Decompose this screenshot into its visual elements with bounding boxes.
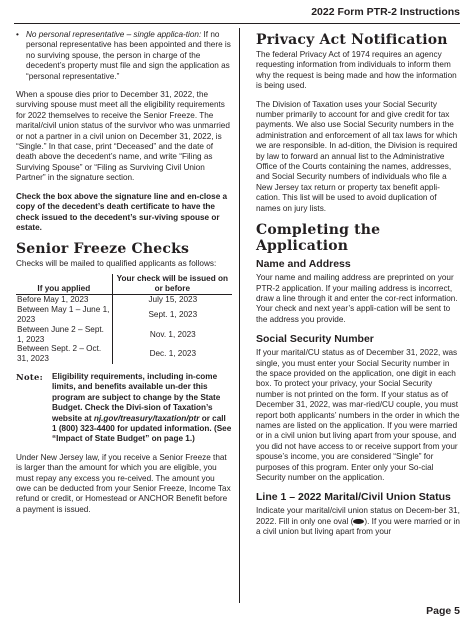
ssn-heading: Social Security Number <box>256 333 374 346</box>
completing-application-heading: Completing the Application <box>256 222 381 255</box>
privacy-paragraph-2: The Division of Taxation uses your Social Security number primarily to account for and give credit for tax payments. We also use Social Security numbers in the administration and enforcement of all tax laws for which we are responsible. In ad-dition, the Division is required by law to forward an annual list to the Administrative Office of the Courts containing the names, addresses, and Social Security numbers of individuals who file a New Jersey tax return or property tax benefit appli-cation. This list will be used to avoid duplication of names on jury lists. <box>256 99 458 213</box>
applied-cell: Between Sept. 2 – Oct. 31, 2023 <box>17 344 102 364</box>
line1-text-b: ). If you were married or in a civil union but living apart from your <box>256 516 460 537</box>
issued-cell: July 15, 2023 <box>112 295 232 305</box>
bullet-body: If no personal representative has been appointed and there is no surviving spouse, the person in charge of the decedent’s property must file and sign the application as “personal representative.” <box>26 30 231 81</box>
table-row <box>16 325 232 345</box>
applied-cell: Between June 2 – Sept. 1, 2023 <box>17 324 104 344</box>
table-row <box>16 305 232 325</box>
applied-cell: Between May 1 – June 1, 2023 <box>17 305 110 324</box>
issued-cell: Dec. 1, 2023 <box>112 344 232 364</box>
header-rule <box>14 23 460 24</box>
note-text <box>52 372 232 445</box>
header-title: 2022 Form PTR-2 Instructions <box>311 6 460 18</box>
bullet-lead: No personal representative – single applica-tion: <box>26 30 202 39</box>
page-number: Page 5 <box>426 605 460 617</box>
issued-cell: Nov. 1, 2023 <box>112 325 232 345</box>
bullet-text <box>26 30 232 82</box>
senior-freeze-checks-heading: Senior Freeze Checks <box>16 241 190 258</box>
line1-text <box>256 506 462 537</box>
privacy-act-heading: Privacy Act Notification <box>256 32 448 48</box>
applied-cell: Before May 1, 2023 <box>17 295 89 305</box>
bullet-item <box>16 30 232 82</box>
check-schedule-table <box>16 274 232 364</box>
death-certificate-paragraph: Check the box above the signature line and en-close a copy of the decedent’s death certificate to have the check issued to the decedent’s sur-viving spouse or estate. <box>16 191 228 232</box>
issued-cell: Sept. 1, 2023 <box>112 305 232 325</box>
privacy-paragraph-1: The federal Privacy Act of 1974 requires an agency requesting information from individuals to inform them why the request is being made and how the information is being used. <box>256 50 457 91</box>
note-block <box>16 372 232 445</box>
filled-oval-icon <box>353 519 364 524</box>
name-address-text: Your name and mailing address are preprinted on your PTR-2 application. If your mailing address is incorrect, draw a line through it and enter the cor-rect information. Your check and next year’s appli-cation will be sent to the address you provide. <box>256 273 458 324</box>
line1-heading: Line 1 – 2022 Marital/Civil Union Status <box>256 491 451 504</box>
applied-column-header: If you applied <box>16 274 112 295</box>
bullet-icon: • <box>16 30 19 39</box>
right-column <box>256 30 462 546</box>
repayment-paragraph: Under New Jersey law, if you receive a Senior Freeze that is larger than the amount for which you are eligible, you must repay any excess you re-ceived. The amount you owe can be deducted from your Senior Freeze, Income Tax refund or credit, or Homestead or ANCHOR Benefit before a payment is issued. <box>16 452 231 514</box>
issued-column-header: Your check will be issued on or before <box>112 274 232 295</box>
ssn-text: If your marital/CU status as of December 31, 2022, was single, you must enter your Social Security number in the space provided on the application, one digit in each box. To protect your privacy, your Social Security number is not printed on the form. If your status as of December 31, 2022, was mar-ried/CU couple, you must report both applicants’ numbers in the order in which the names are listed on the application. If you were married or in a civil union but living apart from your spouse, and you did not have access to or receive support from your spouse’s income, you are considered “Single” for purposes of this program. Enter only your So-cial Security number on the application. <box>256 348 460 482</box>
note-label: Note: <box>16 371 44 382</box>
name-address-heading: Name and Address <box>256 258 351 271</box>
surviving-spouse-paragraph: When a spouse dies prior to December 31, 2022, the surviving spouse must meet all the eligibility requirements for 2022 themselves to receive the Senior Freeze. The marital/civil union status of the survivor who was unmarried or not a partner in a civil union on December 31, 2022, is “Single.” In that case, print “Deceased” and the date of death above the decedent’s name, and write “Filing as Surviving Spouse” or “Filing as Surviving Civil Union Partner” in the signature section. <box>16 90 230 183</box>
checks-intro: Checks will be mailed to qualified applicants as follows: <box>16 259 217 269</box>
left-column <box>16 30 232 523</box>
note-text-b: or call 1 (800) 323-4400 for updated information. (See “Impact of State Budget” on page 1.) <box>52 413 232 444</box>
taxation-website-link[interactable]: nj.gov/treasury/taxation/ptr <box>93 413 200 423</box>
table-row <box>16 295 232 305</box>
table-row <box>16 344 232 364</box>
column-divider <box>239 28 240 603</box>
note-text-a: Eligibility requirements, including in-come limits, and benefits available un-der this program are subject to change by the State Budget. Check the Divi-sion of Taxation’s website at <box>52 371 221 423</box>
line1-text-a: Indicate your marital/civil union status on Decem-ber 31, 2022. Fill in only one oval ( <box>256 506 460 526</box>
